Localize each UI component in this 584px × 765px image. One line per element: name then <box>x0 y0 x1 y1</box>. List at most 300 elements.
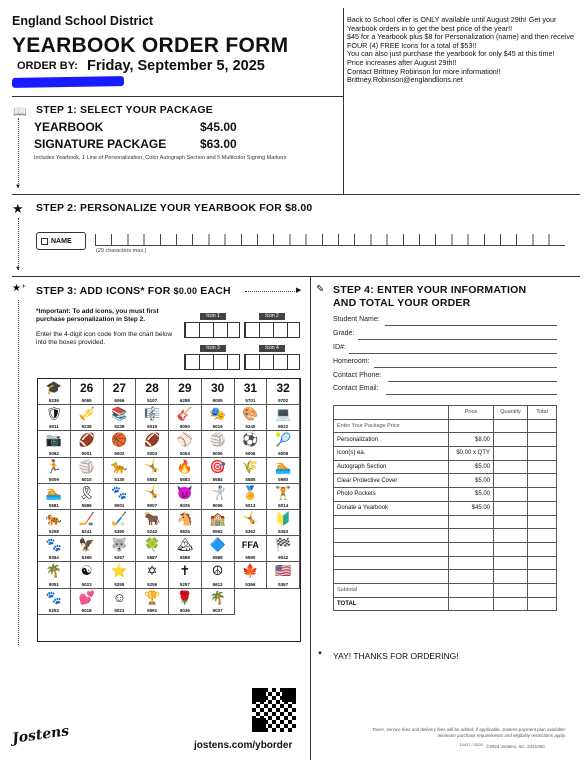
icon-code: 5001 <box>81 450 92 456</box>
icon-code: 5009 <box>48 476 59 482</box>
field-contact-email[interactable]: Contact Email: <box>333 385 379 392</box>
order-row <box>334 556 557 570</box>
stars-icon: ★⁺ <box>12 283 27 294</box>
header-rule <box>12 96 343 97</box>
icon-glyph: 🌾 <box>242 458 259 474</box>
icon-glyph: 🏫 <box>209 511 226 526</box>
icon-option <box>104 536 137 562</box>
icon-glyph: 🔥 <box>176 458 193 474</box>
icon-chart <box>37 378 301 642</box>
icon-option <box>136 510 169 536</box>
icon-glyph: 🏋 <box>275 484 292 500</box>
icon-code: 5004 <box>179 450 190 456</box>
icon-option <box>267 484 300 510</box>
icon-option <box>267 536 300 562</box>
icon-glyph: 🏆 <box>144 589 161 605</box>
icon-code: 5256 <box>147 581 158 587</box>
icon-glyph: 🐾 <box>45 537 62 553</box>
order-item-label: Personalization <box>334 433 449 447</box>
icon-code: 5107 <box>147 398 158 404</box>
icon-option <box>38 510 71 536</box>
icon-option <box>235 484 268 510</box>
icon-code: 5363 <box>278 529 289 535</box>
icon-option <box>267 510 300 536</box>
icon-glyph: 🏊 <box>45 484 62 500</box>
redaction-scribble <box>12 76 124 88</box>
icon-option <box>104 431 137 457</box>
icon-option <box>202 562 235 588</box>
icon-option <box>104 589 137 615</box>
icon-code: 5065 <box>81 398 92 404</box>
step-connector <box>18 218 19 270</box>
icon-code: 5130 <box>114 476 125 482</box>
form-title: YEARBOOK ORDER FORM <box>12 34 289 57</box>
order-item-price <box>449 570 494 584</box>
icon-glyph: 🤸 <box>242 511 259 526</box>
icon1-label: Icon 1 <box>200 313 226 320</box>
icon4-label: Icon 4 <box>259 345 285 352</box>
icon-glyph: 29 <box>178 381 192 395</box>
icon-glyph: 🏀 <box>111 432 128 448</box>
jostens-logo: Jostens <box>11 723 71 747</box>
order-row <box>334 542 557 556</box>
order-item-label: Icon(s) ea. <box>334 447 449 461</box>
icon-code: 5365 <box>81 555 92 561</box>
icon-code: 5062 <box>48 450 59 456</box>
step-connector <box>18 300 19 645</box>
icon-option <box>169 510 202 536</box>
icon-code: 5590 <box>245 555 256 561</box>
icon-code: 5015 <box>212 424 223 430</box>
order-item-quantity[interactable] <box>494 501 528 515</box>
icon-glyph: 🏈 <box>144 432 161 448</box>
order-item-label <box>334 515 449 529</box>
icon-code: 5701 <box>245 398 256 404</box>
order-item-quantity[interactable] <box>494 515 528 529</box>
icon-option <box>235 510 268 536</box>
icon1-code-field[interactable] <box>184 322 240 338</box>
package-yearbook-price: $45.00 <box>200 120 237 134</box>
icon-glyph: 🐴 <box>176 511 193 526</box>
icon-code: 5366 <box>245 581 256 587</box>
order-item-quantity[interactable] <box>494 556 528 570</box>
icon-glyph: 🎸 <box>176 406 193 422</box>
order-item-label: Subtotal <box>334 583 449 597</box>
arrow-down-icon: ▼ <box>317 651 323 657</box>
icon-option <box>202 458 235 484</box>
icon2-label: Icon 2 <box>259 313 285 320</box>
icon-option <box>169 589 202 615</box>
char-limit-note: (29 characters max.) <box>96 248 147 254</box>
icon-option <box>71 458 104 484</box>
package-signature-price: $63.00 <box>200 137 237 151</box>
icon-option <box>71 536 104 562</box>
icon-code: 9007 <box>147 503 158 508</box>
icon-glyph: 💻 <box>275 406 292 422</box>
icon-glyph: 🎼 <box>144 406 161 422</box>
icon-code: 5023 <box>81 581 92 587</box>
icon-code: 5018 <box>81 607 92 613</box>
order-item-quantity[interactable] <box>494 488 528 502</box>
icon-glyph: 💕 <box>78 589 95 605</box>
icon-code: 5612 <box>212 581 223 587</box>
icon-option <box>38 431 71 457</box>
icon-option <box>38 589 71 615</box>
icon-code: 5240 <box>245 424 256 430</box>
order-item-label: TOTAL <box>334 597 449 611</box>
icon-code: 5238 <box>81 424 92 430</box>
order-item-quantity[interactable] <box>494 570 528 584</box>
order-item-total[interactable] <box>528 570 557 584</box>
order-item-label <box>334 556 449 570</box>
name-checkbox[interactable] <box>41 238 48 245</box>
order-item-price: $5.00 <box>449 474 494 488</box>
icon-option <box>38 484 71 510</box>
icon-glyph: 📷 <box>45 432 62 448</box>
icon-option <box>169 431 202 457</box>
icon3-label: Icon 3 <box>200 345 226 352</box>
step-connector <box>245 291 297 292</box>
icon-glyph: 🤸 <box>144 458 161 474</box>
order-row <box>334 447 557 461</box>
icon-glyph: 🏃 <box>45 458 62 474</box>
order-item-quantity[interactable] <box>494 583 528 597</box>
icon-code: 5587 <box>147 555 158 561</box>
order-item-quantity[interactable] <box>494 597 528 611</box>
icon-glyph: 🔷 <box>209 537 226 553</box>
order-item-total[interactable] <box>528 501 557 515</box>
icon-code: 5267 <box>114 555 125 561</box>
column-divider <box>310 276 311 760</box>
arrow-down-icon: ▼ <box>15 184 21 190</box>
step1-rule <box>12 194 580 195</box>
icon-code: 5258 <box>48 529 59 535</box>
order-item-price <box>449 597 494 611</box>
icon-glyph: ☮ <box>211 563 224 579</box>
icon-option <box>202 379 235 405</box>
icon-option <box>71 379 104 405</box>
icon-option <box>136 589 169 615</box>
icon-glyph: 🏐 <box>209 432 226 448</box>
icon-glyph: 🤸 <box>144 484 161 500</box>
field-homeroom[interactable]: Homeroom: <box>333 358 370 365</box>
icon-code: 5584 <box>212 476 223 482</box>
icon-option <box>267 458 300 484</box>
arrow-right-icon: ▶ <box>296 287 302 294</box>
icon-code: 9037 <box>212 607 223 613</box>
icon-option <box>71 510 104 536</box>
order-item-label: Autograph Section <box>334 460 449 474</box>
order-item-price <box>449 583 494 597</box>
icon-code: 5008 <box>278 450 289 456</box>
icon-glyph: 🎯 <box>209 458 226 474</box>
icon-glyph: 📚 <box>111 406 128 422</box>
icon-code: 9025 <box>179 503 190 508</box>
order-item-price <box>449 556 494 570</box>
icon-option <box>169 484 202 510</box>
order-total-table <box>333 405 557 611</box>
order-item-total[interactable] <box>528 556 557 570</box>
icon-glyph: ⚽ <box>242 432 259 448</box>
icon-glyph: ☺ <box>112 589 127 605</box>
icon-glyph: 28 <box>145 381 159 395</box>
arrow-down-icon: ▼ <box>15 266 21 272</box>
icon-code: 6066 <box>114 398 125 404</box>
icon-option <box>235 379 268 405</box>
icon-code: 9051 <box>48 581 59 587</box>
icon-glyph: 🐅 <box>45 511 62 526</box>
icon-code: 5022 <box>278 424 289 430</box>
icons-instructions: Enter the 4-digit icon code from the chart below into the boxes provided. <box>36 331 173 346</box>
order-item-quantity[interactable] <box>494 474 528 488</box>
step4-title-line1: STEP 4: ENTER YOUR INFORMATION <box>333 284 527 296</box>
order-row <box>334 515 557 529</box>
icon-option <box>169 379 202 405</box>
icon-glyph: 🐾 <box>111 484 128 500</box>
icon-glyph: 🏐 <box>78 458 95 474</box>
icon-code: 5005 <box>212 450 223 456</box>
header-divider <box>343 8 344 194</box>
step1-title: STEP 1: SELECT YOUR PACKAGE <box>36 104 213 116</box>
promo-text: Back to School offer is ONLY available until August 29th! Get your Yearbook orders in to get the best price of the year!! $45 for a Yearbook plus $8 for Personalization (name) and then receive FOUR (4) FREE Icons for a total of $53!! You can also just purchase the yearbook for only $45 at this time! Price increases after August 29th!! Contact Brittney Robinson for more information!! Brittney.Robinson@englandlions.net <box>347 15 574 85</box>
icon-code: 5010 <box>81 476 92 482</box>
order-item-total[interactable] <box>528 529 557 543</box>
icon-option <box>104 562 137 588</box>
icon-glyph: 🏔 <box>176 537 194 553</box>
icon-glyph: 🌴 <box>45 563 62 579</box>
icon-option <box>71 589 104 615</box>
icon-glyph: 🐾 <box>45 589 62 605</box>
icon-option <box>235 405 268 431</box>
icon-glyph: 32 <box>276 381 290 395</box>
icon-glyph: 🐆 <box>111 458 128 474</box>
icon-code: 5582 <box>147 476 158 482</box>
icon-option <box>136 562 169 588</box>
icon-code: 5581 <box>48 503 59 508</box>
order-item-label: Enter Your Package Price <box>334 419 449 433</box>
icon-option <box>202 484 235 510</box>
order-item-quantity[interactable] <box>494 419 528 433</box>
order-row <box>334 460 557 474</box>
qr-code[interactable] <box>252 688 296 732</box>
order-item-price <box>449 529 494 543</box>
icon-option <box>267 405 300 431</box>
icon-option <box>235 536 268 562</box>
icon-code: 5002 <box>114 450 125 456</box>
icon-code: 9050 <box>179 424 190 430</box>
icon-code: 6288 <box>179 398 190 404</box>
col-header-quantity: Quantity <box>494 406 528 420</box>
order-item-label: Clear Protective Cover <box>334 474 449 488</box>
field-id[interactable]: ID#: <box>333 344 346 351</box>
name-char-boxes[interactable] <box>95 234 565 246</box>
icon-code: 5592 <box>212 529 223 535</box>
icon-option <box>71 431 104 457</box>
field-contact-phone[interactable]: Contact Phone: <box>333 372 381 379</box>
order-item-price: $8.00 <box>449 433 494 447</box>
order-item-price: $5.00 <box>449 488 494 502</box>
order-item-quantity[interactable] <box>494 529 528 543</box>
icon-glyph: 🏒 <box>78 511 95 526</box>
order-row <box>334 474 557 488</box>
col-header-item <box>334 406 449 420</box>
icon-option <box>104 510 137 536</box>
icon-code: 5589 <box>212 555 223 561</box>
icon-option <box>136 536 169 562</box>
order-row <box>334 570 557 584</box>
order-item-total[interactable] <box>528 597 557 611</box>
order-item-label <box>334 529 449 543</box>
icon-code: 9042 <box>278 555 289 561</box>
icon-glyph: 🐺 <box>111 537 128 553</box>
icon-option <box>104 484 137 510</box>
icon-glyph: 31 <box>243 381 258 395</box>
icon-code: 5021 <box>114 607 125 613</box>
name-label: NAME <box>51 237 72 245</box>
field-student-name[interactable]: Student Name: <box>333 316 380 323</box>
icon-option <box>169 536 202 562</box>
icon-code: 9001 <box>114 503 125 508</box>
icon-option <box>136 405 169 431</box>
icon-glyph: 🏑 <box>111 511 128 526</box>
icon-code: 5585 <box>245 476 256 482</box>
icon-glyph: 🌹 <box>176 589 193 605</box>
icon-glyph: 🇺🇸 <box>275 563 292 579</box>
order-row <box>334 433 557 447</box>
step3-title: STEP 3: ADD ICONS* FOR $0.00 EACH <box>36 285 231 297</box>
icon-option <box>38 536 71 562</box>
step2-title: STEP 2: PERSONALIZE YOUR YEARBOOK FOR $8.00 <box>36 202 313 214</box>
order-item-total[interactable] <box>528 542 557 556</box>
thanks-message: YAY! THANKS FOR ORDERING! <box>333 651 459 661</box>
name-label-box <box>36 232 86 250</box>
icon-glyph: 🦅 <box>78 537 95 553</box>
order-item-total[interactable] <box>528 433 557 447</box>
icon-glyph: 🏈 <box>78 432 95 448</box>
order-by-date: Friday, September 5, 2025 <box>87 58 265 74</box>
col-header-total: Total <box>528 406 557 420</box>
order-item-total[interactable] <box>528 474 557 488</box>
order-item-quantity[interactable] <box>494 433 528 447</box>
icon4-code-field[interactable] <box>244 354 300 370</box>
icon-glyph: 🌴 <box>209 589 226 605</box>
icon-option <box>267 379 300 405</box>
order-item-quantity[interactable] <box>494 542 528 556</box>
order-item-price: $45.00 <box>449 501 494 515</box>
icon-code: 5239 <box>114 424 125 430</box>
icon-glyph: ☯ <box>80 563 93 579</box>
icon-code: 9006 <box>212 503 223 508</box>
icon-option <box>136 431 169 457</box>
order-item-quantity[interactable] <box>494 447 528 461</box>
icon-code: 5011 <box>48 424 59 430</box>
order-by-label: ORDER BY: <box>17 60 78 72</box>
icon-glyph: ✡ <box>146 563 158 579</box>
district-name: England School District <box>12 14 153 28</box>
icon-option <box>202 536 235 562</box>
icon-code: 5367 <box>278 581 289 587</box>
icon-option <box>38 405 71 431</box>
icon-glyph: 🎗 <box>78 484 95 500</box>
icon-glyph: 🎭 <box>209 406 226 422</box>
icon3-code-field[interactable] <box>184 354 240 370</box>
package-note: Includes Yearbook, 1 Line of Personalization, Color Autograph Section and 5 Multicolor Signing Markers <box>34 155 287 161</box>
icon-code: 5241 <box>81 529 92 535</box>
icon-option <box>71 562 104 588</box>
step-connector <box>18 118 19 188</box>
icon-glyph: 30 <box>210 381 225 395</box>
icon-option <box>71 484 104 510</box>
order-row <box>334 501 557 515</box>
order-item-total[interactable] <box>528 583 557 597</box>
order-item-total[interactable] <box>528 515 557 529</box>
icon-code: 5242 <box>147 529 158 535</box>
icon-glyph: 🎺 <box>78 406 95 422</box>
icon-code: 5825 <box>179 529 190 535</box>
order-item-quantity[interactable] <box>494 460 528 474</box>
icon-code: 5588 <box>179 555 190 561</box>
order-item-total[interactable] <box>528 488 557 502</box>
footer-url[interactable]: jostens.com/yborder <box>194 740 293 751</box>
field-grade[interactable]: Grade: <box>333 330 354 337</box>
icon-code: 5591 <box>147 607 158 613</box>
icon-option <box>136 379 169 405</box>
icon-glyph: 26 <box>79 381 94 395</box>
icon-option <box>235 431 268 457</box>
icon-code: 5013 <box>245 503 256 508</box>
icon-option <box>267 562 300 588</box>
col-header-price: Price <box>449 406 494 420</box>
icon-glyph: 🍀 <box>144 537 161 553</box>
icon-option <box>235 562 268 588</box>
order-item-price: $5.00 <box>449 460 494 474</box>
icon-option <box>136 484 169 510</box>
icon-option <box>267 431 300 457</box>
star-icon: ★ <box>12 201 24 216</box>
order-item-label: Donate a Yearbook <box>334 501 449 515</box>
order-item-total[interactable] <box>528 447 557 461</box>
form-code: 14427 / 2026 <box>459 742 483 747</box>
icon-glyph: 🏅 <box>242 484 259 500</box>
icon-code: 5360 <box>114 529 125 535</box>
order-item-total[interactable] <box>528 419 557 433</box>
icons-important-note: *Important: To add icons, you must first purchase personalization in Step 2. <box>36 308 159 323</box>
order-item-total[interactable] <box>528 460 557 474</box>
icon-code: 5019 <box>147 424 158 430</box>
icon-glyph: ⚾ <box>176 432 193 448</box>
icon-option <box>235 458 268 484</box>
icon-glyph: 🔰 <box>275 511 292 526</box>
icon-code: 9005 <box>212 398 223 404</box>
icon-glyph: ⭐ <box>111 563 128 579</box>
icon-glyph: 🎨 <box>242 406 259 422</box>
order-row <box>334 583 557 597</box>
icon2-code-field[interactable] <box>244 322 300 338</box>
order-item-price <box>449 419 494 433</box>
book-icon: 📖 <box>13 106 27 118</box>
icon-glyph: 😈 <box>176 484 193 500</box>
icon-option <box>169 405 202 431</box>
icon-option <box>169 562 202 588</box>
icon-code: 9036 <box>179 607 190 613</box>
package-signature-name: SIGNATURE PACKAGE <box>34 137 167 151</box>
icon-code: 5980 <box>278 476 289 482</box>
icon-option <box>38 562 71 588</box>
icon-glyph: 🎾 <box>275 432 292 448</box>
icon-code: 5364 <box>48 555 59 561</box>
order-item-price: $0.00 x QTY <box>449 447 494 461</box>
order-row <box>334 488 557 502</box>
